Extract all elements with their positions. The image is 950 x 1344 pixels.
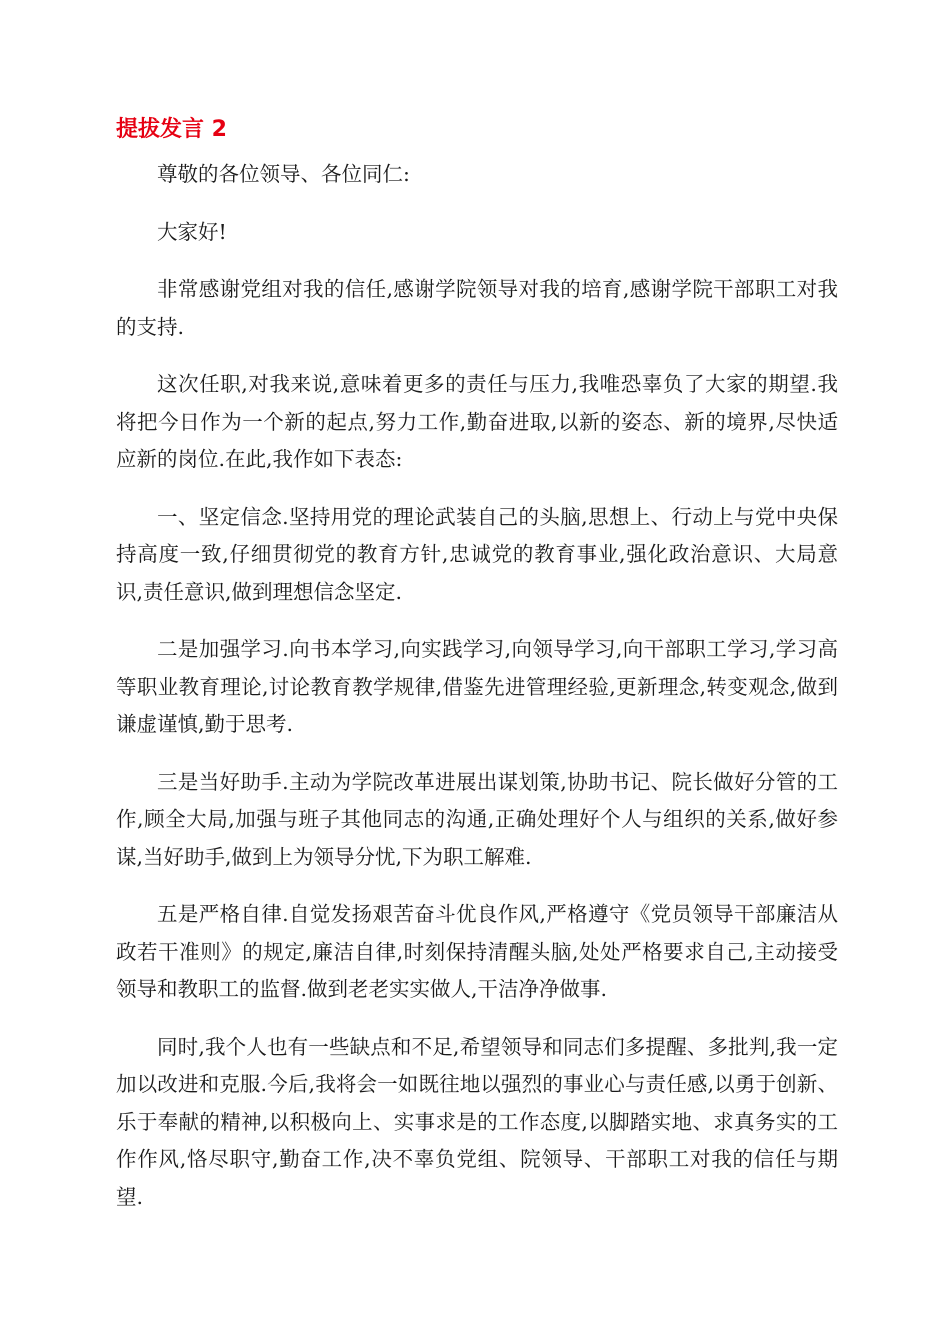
- paragraph-closing: 同时,我个人也有一些缺点和不足,希望领导和同志们多提醒、多批判,我一定加以改进和克服.今后,我将会一如既往地以强烈的事业心与责任感,以勇于创新、乐于奉献的精神,以积极向上、实事求是的工作态度,以脚踏实地、求真务实的工作作风,恪尽职守,勤奋工作,决不辜负党组、院领导、干部职工对我的信任与期望.: [116, 1034, 838, 1209]
- paragraph-thanks: 非常感谢党组对我的信任,感谢学院领导对我的培育,感谢学院干部职工对我的支持.: [116, 277, 838, 339]
- salutation: 尊敬的各位领导、各位同仁:: [157, 162, 410, 186]
- paragraph-point-1: 一、坚定信念.坚持用党的理论武装自己的头脑,思想上、行动上与党中央保持高度一致,仔细贯彻党的教育方针,忠诚党的教育事业,强化政治意识、大局意识,责任意识,做到理想信念坚定.: [116, 504, 838, 604]
- document-title: 提拔发言 2: [116, 117, 227, 142]
- paragraph-appointment: 这次任职,对我来说,意味着更多的责任与压力,我唯恐辜负了大家的期望.我将把今日作为一个新的起点,努力工作,勤奋进取,以新的姿态、新的境界,尽快适应新的岗位.在此,我作如下表态:: [116, 372, 838, 471]
- greeting: 大家好!: [157, 219, 227, 244]
- paragraph-point-3: 三是当好助手.主动为学院改革进展出谋划策,协助书记、院长做好分管的工作,顾全大局,加强与班子其他同志的沟通,正确处理好个人与组织的关系,做好参谋,当好助手,做到上为领导分忧,下为职工解难.: [116, 769, 838, 869]
- document-body: [116, 156, 838, 1236]
- paragraph-point-2: 二是加强学习.向书本学习,向实践学习,向领导学习,向干部职工学习,学习高等职业教育理论,讨论教育教学规律,借鉴先进管理经验,更新理念,转变观念,做到谦虚谨慎,勤于思考.: [116, 637, 838, 736]
- paragraph-point-5: 五是严格自律.自觉发扬艰苦奋斗优良作风,严格遵守《党员领导干部廉洁从政若干准则》的规定,廉洁自律,时刻保持清醒头脑,处处严格要求自己,主动接受领导和教职工的监督.做到老老实实做人,干洁净净做事.: [116, 902, 838, 1001]
